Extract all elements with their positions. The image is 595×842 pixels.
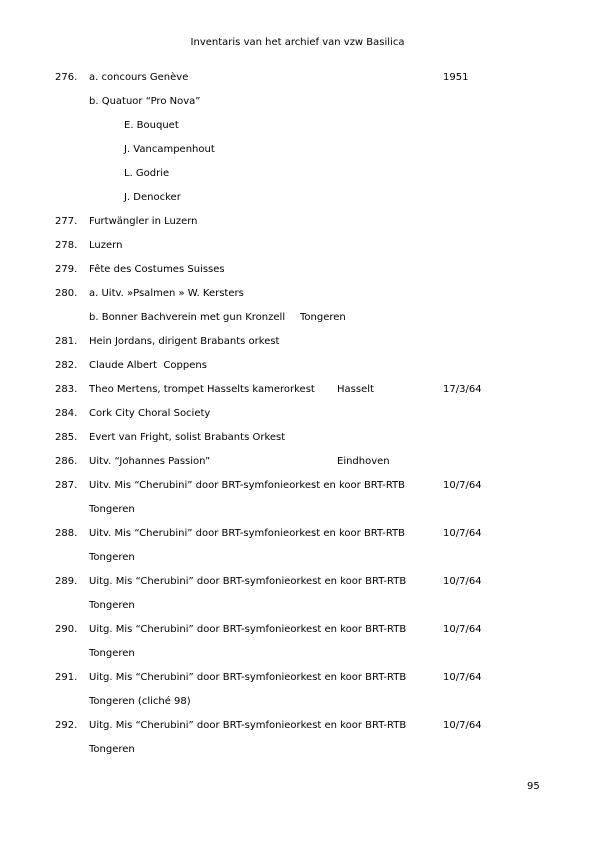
entry-number: 289. — [55, 576, 78, 587]
entry-person: E. Bouquet — [124, 120, 179, 131]
entry-text: Cork City Choral Society — [89, 408, 211, 419]
page-number: 95 — [527, 781, 540, 792]
page-header: Inventaris van het archief van vzw Basilica — [190, 37, 405, 48]
entry-person: J. Vancampenhout — [124, 144, 215, 155]
entry-text: Hein Jordans, dirigent Brabants orkest — [89, 336, 280, 347]
entry-continuation: Tongeren — [89, 552, 135, 563]
entry-text: Uitv. “Johannes Passion” — [89, 456, 211, 467]
entry-number: 286. — [55, 456, 78, 467]
entry-continuation: Tongeren (cliché 98) — [89, 696, 191, 707]
entry-text: a. Uitv. »Psalmen » W. Kersters — [89, 288, 244, 299]
entry-number: 284. — [55, 408, 78, 419]
entry-date: 10/7/64 — [443, 528, 482, 539]
entry-number: 287. — [55, 480, 78, 491]
entry-text: Furtwängler in Luzern — [89, 216, 198, 227]
entry-text: Theo Mertens, trompet Hasselts kamerorkest — [89, 384, 315, 395]
entry-subtext: b. Quatuor “Pro Nova” — [89, 96, 201, 107]
entry-date: 17/3/64 — [443, 384, 482, 395]
entry-number: 283. — [55, 384, 78, 395]
entry-number: 276. — [55, 72, 78, 83]
entry-date: 10/7/64 — [443, 576, 482, 587]
entry-text: Uitg. Mis “Cherubini” door BRT-symfonieorkest en koor BRT-RTB — [89, 576, 407, 587]
entry-continuation: Tongeren — [89, 600, 135, 611]
entry-text: Claude Albert Coppens — [89, 360, 207, 371]
entry-text: Uitv. Mis “Cherubini” door BRT-symfonieorkest en koor BRT-RTB — [89, 528, 406, 539]
entry-number: 285. — [55, 432, 78, 443]
entry-text: a. concours Genève — [89, 72, 189, 83]
entry-text: Uitv. Mis “Cherubini” door BRT-symfonieorkest en koor BRT-RTB — [89, 480, 406, 491]
entry-number: 278. — [55, 240, 78, 251]
entry-text: Uitg. Mis “Cherubini” door BRT-symfonieorkest en koor BRT-RTB — [89, 624, 407, 635]
entry-text: Evert van Fright, solist Brabants Orkest — [89, 432, 286, 443]
entry-continuation: Tongeren — [89, 648, 135, 659]
entry-date: 10/7/64 — [443, 624, 482, 635]
entry-place: Eindhoven — [337, 456, 390, 467]
entry-text: Luzern — [89, 240, 123, 251]
entry-date: 10/7/64 — [443, 720, 482, 731]
entry-date: 10/7/64 — [443, 672, 482, 683]
entry-subtext: b. Bonner Bachverein met gun Kronzell — [89, 312, 286, 323]
entry-number: 281. — [55, 336, 78, 347]
entry-place: Hasselt — [337, 384, 374, 395]
entry-number: 282. — [55, 360, 78, 371]
entry-text: Fête des Costumes Suisses — [89, 264, 225, 275]
entry-number: 280. — [55, 288, 78, 299]
entry-continuation: Tongeren — [89, 744, 135, 755]
entry-continuation: Tongeren — [89, 504, 135, 515]
entry-number: 292. — [55, 720, 78, 731]
entry-text: Uitg. Mis “Cherubini” door BRT-symfonieorkest en koor BRT-RTB — [89, 672, 407, 683]
entry-text: Uitg. Mis “Cherubini” door BRT-symfonieorkest en koor BRT-RTB — [89, 720, 407, 731]
entry-date: 1951 — [443, 72, 469, 83]
entry-number: 290. — [55, 624, 78, 635]
entry-date: 10/7/64 — [443, 480, 482, 491]
entry-person: L. Godrie — [124, 168, 170, 179]
entry-person: J. Denocker — [124, 192, 181, 203]
entry-place: Tongeren — [300, 312, 346, 323]
entry-number: 291. — [55, 672, 78, 683]
entry-number: 279. — [55, 264, 78, 275]
entry-number: 277. — [55, 216, 78, 227]
entry-number: 288. — [55, 528, 78, 539]
